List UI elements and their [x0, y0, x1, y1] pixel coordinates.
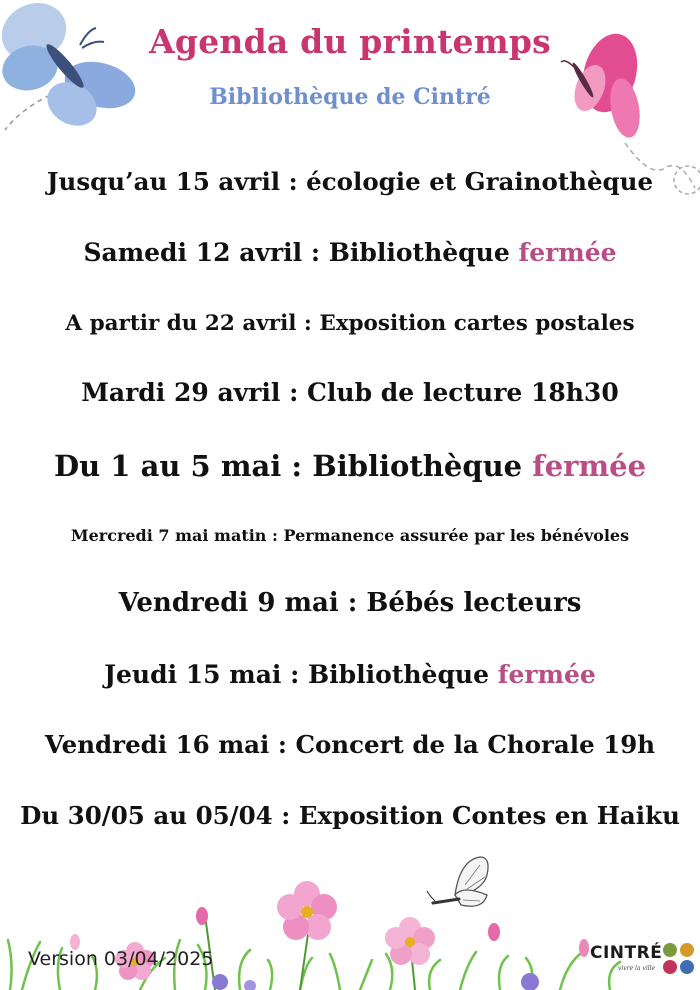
event-item: Mercredi 7 mai matin : Permanence assurée par les bénévoles	[70, 526, 630, 545]
closed-label: fermée	[532, 449, 647, 483]
logo-tagline: vivre la ville	[618, 965, 656, 972]
page-subtitle: Bibliothèque de Cintré	[209, 84, 491, 110]
event-item: Samedi 12 avril : Bibliothèque fermée	[83, 238, 617, 267]
event-item: A partir du 22 avril : Exposition cartes postales	[65, 311, 635, 336]
event-item: Mardi 29 avril : Club de lecture 18h30	[81, 378, 619, 407]
page-title: Agenda du printemps	[149, 22, 551, 61]
event-item: Vendredi 9 mai : Bébés lecteurs	[118, 588, 582, 618]
cintre-logo	[588, 940, 698, 980]
logo-name: CINTRÉ	[590, 943, 663, 963]
logo-dots-icon	[662, 942, 696, 976]
closed-label: fermée	[497, 660, 596, 689]
event-item: Du 30/05 au 05/04 : Exposition Contes en Haiku	[20, 801, 680, 830]
version-label: Version 03/04/2025	[28, 948, 214, 970]
event-item: Jusqu’au 15 avril : écologie et Grainothèque	[46, 167, 654, 196]
event-item: Vendredi 16 mai : Concert de la Chorale 19h	[44, 730, 656, 759]
closed-label: fermée	[518, 238, 617, 267]
event-item: Du 1 au 5 mai : Bibliothèque fermée	[53, 449, 647, 483]
event-item: Jeudi 15 mai : Bibliothèque fermée	[104, 660, 596, 689]
